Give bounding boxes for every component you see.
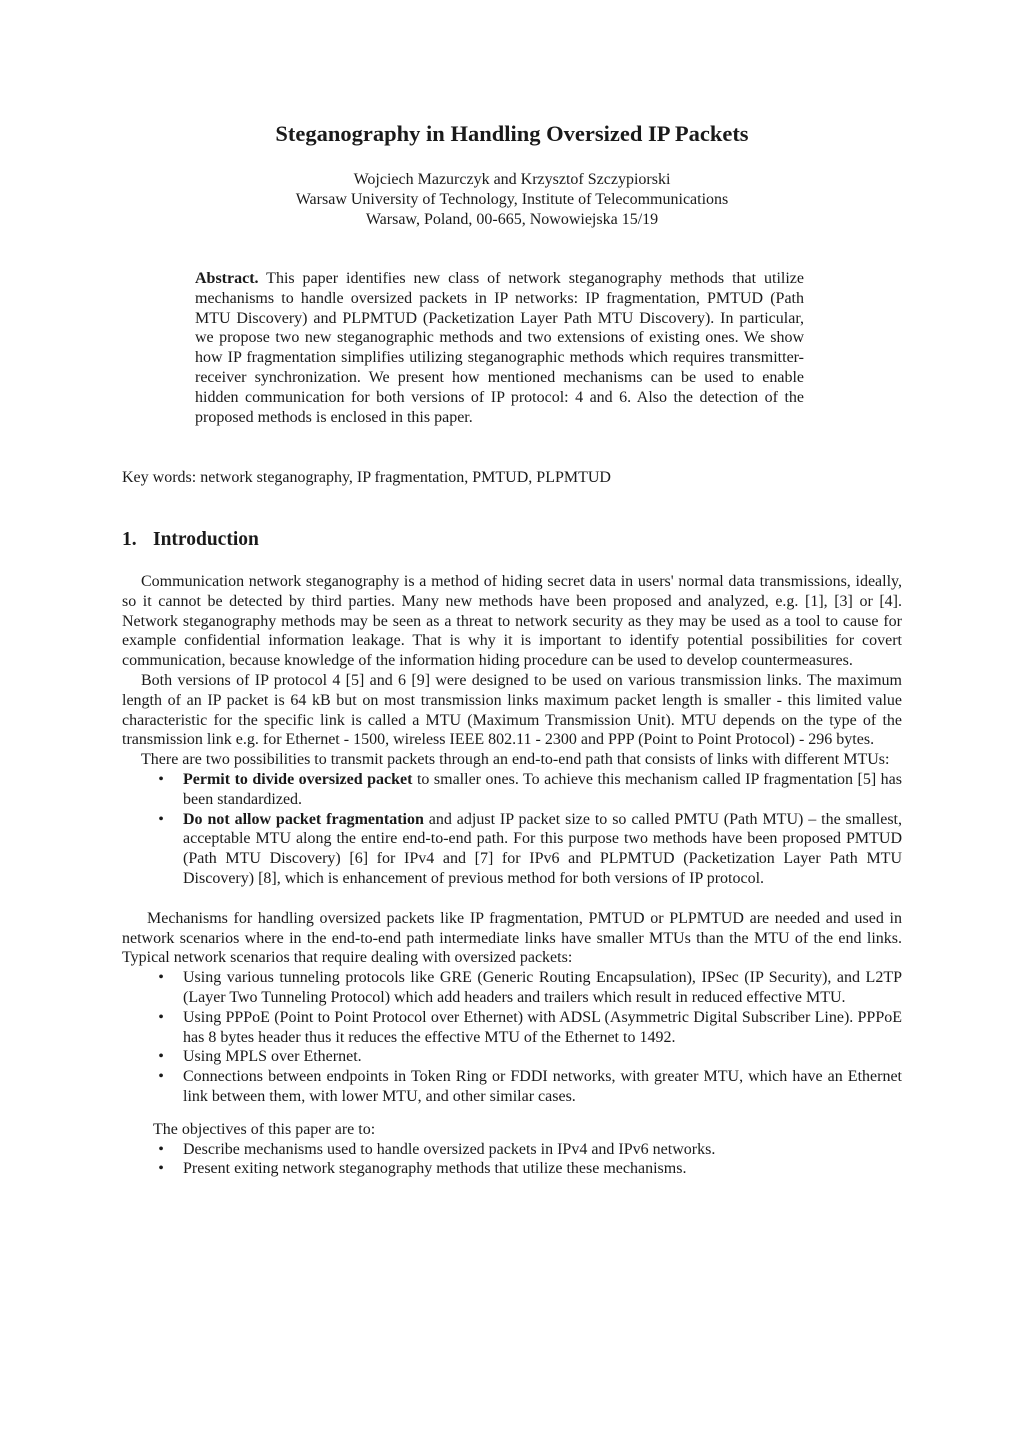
list-item [122,1067,902,1107]
list-item [122,1140,902,1160]
list-item-text: and adjust IP packet size to so called PMTU (Path MTU) – the smallest, acceptable MTU along the entire end-to-end path. For this purpose two methods have been proposed PMTUD (Path MTU Discovery) [6] for IPv4 and [7] for IPv6 and PLPMTUD (Packetization Layer Path MTU Discovery) [8], which is enhancement of previous method for both versions of IP protocol. [183,810,902,887]
scenarios-list [122,968,902,1107]
list-item [122,968,902,1008]
list-item [122,1159,902,1179]
abstract [195,269,804,427]
bullet-icon: • [158,1068,164,1086]
section-heading-introduction [122,529,259,551]
bullet-icon: • [158,1140,164,1158]
list-item-bold: Do not allow packet fragmentation [183,810,424,828]
section-number: 1. [122,529,137,550]
bullet-icon: • [158,770,164,788]
list-item-text: Using various tunneling protocols like GRE (Generic Routing Encapsulation), IPSec (IP Security), and L2TP (Layer Two Tunneling Protocol) which add headers and trailers which result in reduced effective MTU. [183,969,902,1006]
paragraph-3: There are two possibilities to transmit packets through an end-to-end path that consists of links with different MTUs: [141,751,890,769]
author-names: Wojciech Mazurczyk and Krzysztof Szczypiorski [353,171,671,188]
author-block [0,170,1024,230]
abstract-text: This paper identifies new class of network steganography methods that utilize mechanisms to handle oversized packets in IP networks: IP fragmentation, PMTUD (Path MTU Discovery) and PLPMTUD (Packetization Layer Path MTU Discovery). In particular, we propose two new steganographic methods and two extensions of existing ones. We show how IP fragmentation simplifies utilizing steganographic methods which requires transmitter-receiver synchronization. We present how mentioned mechanisms can be used to enable hidden communication for both versions of IP protocol: 4 and 6. Also the detection of the proposed methods is enclosed in this paper. [195,270,804,426]
list-item [122,1008,902,1048]
list-item-text: Present exiting network steganography methods that utilize these mechanisms. [183,1160,687,1178]
list-item-text: Connections between endpoints in Token Ring or FDDI networks, with greater MTU, which have an Ethernet link between them, with lower MTU, and other similar cases. [183,1068,902,1105]
author-affiliation: Warsaw University of Technology, Institute of Telecommunications [295,191,729,208]
paper-title: Steganography in Handling Oversized IP Packets [275,121,749,146]
bullet-icon: • [158,1008,164,1026]
list-item-text: Describe mechanisms used to handle oversized packets in IPv4 and IPv6 networks. [183,1140,716,1158]
bullet-icon: • [158,810,164,828]
paragraph-5: The objectives of this paper are to: [153,1120,376,1138]
fragmentation-options-list [122,770,902,889]
paragraph-4: Mechanisms for handling oversized packets like IP fragmentation, PMTUD or PLPMTUD are needed and used in network scenarios where in the end-to-end path intermediate links have smaller MTUs than the MTU of the end links. Typical network scenarios that require dealing with oversized packets: [122,909,902,967]
bullet-icon: • [158,1160,164,1178]
bullet-icon: • [158,969,164,987]
objectives-list [122,1140,902,1180]
list-item-bold: Permit to divide oversized packet [183,770,413,788]
list-item-text: Using PPPoE (Point to Point Protocol over Ethernet) with ADSL (Asymmetric Digital Subscriber Line). PPPoE has 8 bytes header thus it reduces the effective MTU of the Ethernet to 1492. [183,1008,902,1046]
list-item-text: Using MPLS over Ethernet. [183,1048,362,1066]
list-item [122,770,902,810]
abstract-label: Abstract. [195,270,259,287]
author-address: Warsaw, Poland, 00-665, Nowowiejska 15/19 [365,211,659,228]
paragraph-1: Communication network steganography is a method of hiding secret data in users' normal data transmissions, ideally, so it cannot be detected by third parties. Many new methods have been proposed and analyzed, e.g. [1], [3] or [4]. Network steganography methods may be seen as a threat to network security as they may be used as a tool to cause for example confidential information leakage. That is why it is important to identify potential possibilities for covert communication, because knowledge of the information hiding procedure can be used to develop countermeasures. [122,573,902,670]
introduction-body [122,572,902,1179]
paragraph-2: Both versions of IP protocol 4 [5] and 6 [9] were designed to be used on various transmission links. The maximum length of an IP packet is 64 kB but on most transmission links maximum packet length is smaller - this limited value characteristic for the specific link is called a MTU (Maximum Transmission Unit). MTU depends on the type of the transmission link e.g. for Ethernet - 1500, wireless IEEE 802.11 - 2300 and PPP (Point to Point Protocol) - 296 bytes. [122,671,902,749]
keywords: Key words: network steganography, IP fragmentation, PMTUD, PLPMTUD [122,469,611,486]
list-item [122,1047,902,1067]
bullet-icon: • [158,1048,164,1066]
list-item-text: to smaller ones. To achieve this mechanism called IP fragmentation [5] has been standardized. [183,770,902,808]
list-item [122,810,902,889]
section-title: Introduction [153,529,259,550]
